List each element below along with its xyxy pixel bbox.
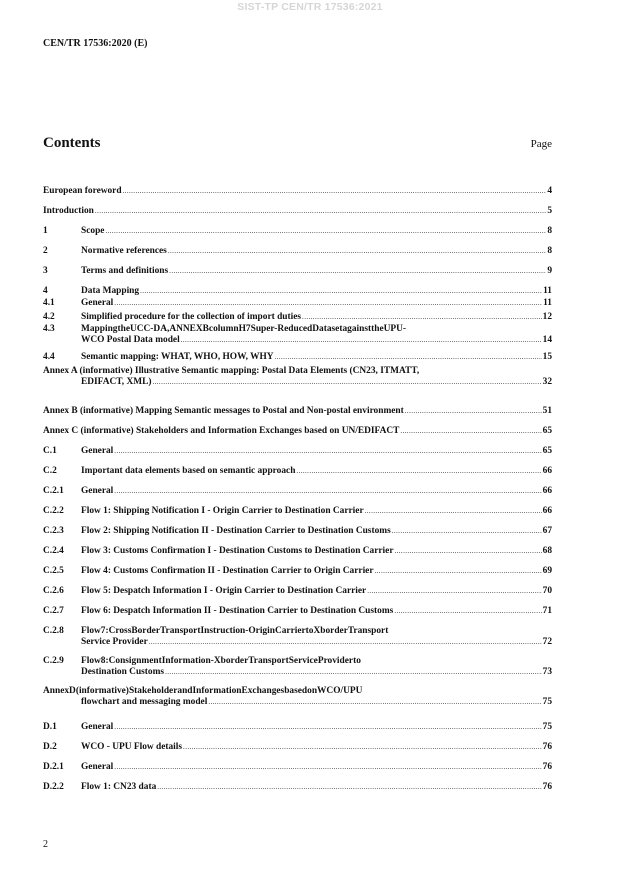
- toc-entry-title: General: [81, 762, 114, 772]
- toc-entry-title: Annex C (informative) Stakeholders and Information Exchanges based on UN/EDIFACT: [43, 426, 400, 436]
- dot-leader: [157, 782, 541, 793]
- toc-entry-number: 4.1: [43, 298, 55, 308]
- toc-entry-title: Important data elements based on semantic approach: [81, 466, 296, 476]
- toc-entry-title: Flow 5: Despatch Information I - Origin Carrier to Destination Carrier: [81, 586, 367, 596]
- toc-entry-title: EDIFACT, XML): [81, 377, 152, 387]
- dot-leader: [365, 506, 542, 517]
- toc-entry-title: flowchart and messaging model: [81, 697, 208, 707]
- toc-entry-number: C.2.2: [43, 506, 64, 516]
- toc-entry[interactable]: [43, 546, 552, 557]
- dot-leader: [152, 377, 541, 388]
- toc-entry-page: 69: [542, 566, 552, 576]
- toc-entry-page: 75: [542, 697, 552, 707]
- toc-entry[interactable]: [43, 486, 552, 497]
- dot-leader: [149, 637, 542, 648]
- toc-entry-title: General: [81, 486, 114, 496]
- dot-leader: [405, 406, 542, 417]
- toc-entry[interactable]: [43, 566, 552, 577]
- toc-entry-page: 66: [542, 506, 552, 516]
- toc-entry-page: 9: [547, 266, 552, 276]
- dot-leader: [183, 742, 542, 753]
- toc-entry-page: 15: [542, 352, 552, 362]
- toc-entry-title: Data Mapping: [81, 286, 140, 296]
- toc-entry-page: 76: [542, 742, 552, 752]
- dot-leader: [123, 186, 547, 197]
- toc-entry[interactable]: [43, 312, 552, 323]
- toc-entry[interactable]: [43, 742, 552, 753]
- toc-entry-page: 71: [542, 606, 552, 616]
- toc-entry[interactable]: [43, 782, 552, 793]
- dot-leader: [114, 298, 542, 309]
- toc-entry-page: 73: [542, 667, 552, 677]
- dot-leader: [296, 466, 541, 477]
- toc-entry-title: General: [81, 446, 114, 456]
- dot-leader: [114, 762, 541, 773]
- toc-entry-page: 51: [542, 406, 552, 416]
- toc-entry-title-line1: Flow7:CrossBorderTransportInstruction-OriginCarriertoXborderTransport: [81, 626, 389, 636]
- toc-entry-page: 4: [547, 186, 552, 196]
- toc-entry-title: Introduction: [43, 206, 94, 216]
- toc-entry[interactable]: [43, 324, 552, 346]
- toc-entry-number: 4.2: [43, 312, 55, 322]
- toc-entry-page: 11: [543, 286, 552, 296]
- toc-entry[interactable]: [43, 762, 552, 773]
- toc-entry-title: Flow 4: Customs Confirmation II - Destination Carrier to Origin Carrier: [81, 566, 374, 576]
- toc-entry-page: 8: [547, 246, 552, 256]
- dot-leader: [95, 206, 546, 217]
- dot-leader: [114, 446, 541, 457]
- toc-entry-page: 32: [542, 377, 552, 387]
- toc-entry-title: Flow 2: Shipping Notification II - Destination Carrier to Destination Customs: [81, 526, 391, 536]
- toc-entry[interactable]: [43, 606, 552, 617]
- toc-entry[interactable]: [43, 266, 552, 277]
- toc-entry[interactable]: [43, 426, 552, 437]
- toc-entry-page: 70: [542, 586, 552, 596]
- toc-entry-number: 3: [43, 266, 48, 276]
- toc-entry-title: Normative references: [81, 246, 167, 256]
- toc-entry[interactable]: [43, 186, 552, 197]
- toc-entry-number: C.2.8: [43, 626, 64, 636]
- toc-entry-page: 8: [547, 226, 552, 236]
- toc-entry-page: 67: [542, 526, 552, 536]
- toc-entry[interactable]: [43, 446, 552, 457]
- toc-entry-page: 76: [542, 782, 552, 792]
- toc-entry-number: C.2: [43, 466, 57, 476]
- toc-entry-page: 65: [542, 446, 552, 456]
- toc-entry-page: 12: [542, 312, 552, 322]
- toc-entry[interactable]: [43, 286, 552, 297]
- toc-entry[interactable]: [43, 246, 552, 257]
- toc-entry[interactable]: [43, 526, 552, 537]
- dot-leader: [114, 722, 541, 733]
- toc-entry-title-line1: Flow8:ConsignmentInformation-XborderTransportServiceProviderto: [81, 656, 361, 666]
- toc-entry-page: 66: [542, 486, 552, 496]
- toc-entry-title: Simplified procedure for the collection of import duties: [81, 312, 302, 322]
- toc-entry-title: Flow 3: Customs Confirmation I - Destination Customs to Destination Carrier: [81, 546, 394, 556]
- toc-entry-page: 66: [542, 466, 552, 476]
- toc-entry[interactable]: [43, 506, 552, 517]
- toc-entry-title: Terms and definitions: [81, 266, 169, 276]
- toc-entry-title: General: [81, 298, 114, 308]
- dot-leader: [140, 286, 542, 297]
- dot-leader: [208, 697, 541, 708]
- toc-entry-number: C.1: [43, 446, 57, 456]
- toc-entry[interactable]: [43, 406, 552, 417]
- dot-leader: [105, 226, 546, 237]
- dot-leader: [181, 335, 542, 346]
- toc-entry[interactable]: [43, 226, 552, 237]
- toc-entry[interactable]: [43, 366, 552, 388]
- toc-entry-number: C.2.3: [43, 526, 64, 536]
- standard-id: CEN/TR 17536:2020 (E): [43, 38, 148, 49]
- toc-entry-number: C.2.7: [43, 606, 64, 616]
- toc-entry-title-line1: MappingtheUCC-DA,ANNEXBcolumnH7Super-ReducedDatasetagainsttheUPU-: [81, 324, 407, 334]
- toc-entry-number: C.2.4: [43, 546, 64, 556]
- toc-entry-title: European foreword: [43, 186, 122, 196]
- toc-entry-title: Scope: [81, 226, 105, 236]
- toc-entry-title: Flow 1: CN23 data: [81, 782, 157, 792]
- toc-entry-number: 4.3: [43, 324, 55, 334]
- dot-leader: [114, 486, 541, 497]
- toc-entry[interactable]: [43, 656, 552, 678]
- toc-entry-number: D.1: [43, 722, 57, 732]
- toc-entry-title: Destination Customs: [81, 667, 165, 677]
- dot-leader: [375, 566, 542, 577]
- toc-entry-title: General: [81, 722, 114, 732]
- toc-entry-title: Flow 6: Despatch Information II - Destination Carrier to Destination Customs: [81, 606, 394, 616]
- toc-entry[interactable]: [43, 586, 552, 597]
- toc-entry[interactable]: [43, 626, 552, 648]
- toc-entry-page: 76: [542, 762, 552, 772]
- toc-entry-number: 1: [43, 226, 48, 236]
- toc-entry-number: C.2.6: [43, 586, 64, 596]
- toc-entry-number: D.2.2: [43, 782, 64, 792]
- toc-entry-page: 75: [542, 722, 552, 732]
- toc-entry-page: 5: [547, 206, 552, 216]
- toc-entry[interactable]: [43, 722, 552, 733]
- toc-entry-title: Semantic mapping: WHAT, WHO, HOW, WHY: [81, 352, 274, 362]
- toc-entry-title: WCO Postal Data model: [81, 335, 180, 345]
- toc-entry-page: 11: [543, 298, 552, 308]
- toc-entry-page: 14: [542, 335, 552, 345]
- page-number: 2: [43, 839, 48, 850]
- dot-leader: [168, 246, 547, 257]
- dot-leader: [165, 667, 542, 678]
- toc-entry-number: 4.4: [43, 352, 55, 362]
- toc-entry[interactable]: [43, 466, 552, 477]
- toc-entry-title: Service Provider: [81, 637, 148, 647]
- toc-entry-page: 72: [542, 637, 552, 647]
- toc-entry[interactable]: [43, 352, 552, 363]
- toc-entry-title-line1: AnnexD(informative)StakeholderandInformationExchangesbasedonWCO/UPU: [43, 686, 363, 696]
- toc-entry-number: 4: [43, 286, 48, 296]
- toc-entry-title: Flow 1: Shipping Notification I - Origin Carrier to Destination Carrier: [81, 506, 364, 516]
- toc-entry-title-line1: Annex A (informative) Illustrative Semantic mapping: Postal Data Elements (CN23, ITMATT,: [43, 366, 420, 376]
- toc-entry-number: C.2.1: [43, 486, 64, 496]
- dot-leader: [400, 426, 541, 437]
- dot-leader: [394, 606, 541, 617]
- dot-leader: [169, 266, 546, 277]
- toc-entry-page: 68: [542, 546, 552, 556]
- toc-entry-number: C.2.5: [43, 566, 64, 576]
- toc-entry-number: D.2: [43, 742, 57, 752]
- toc-entry[interactable]: [43, 206, 552, 217]
- toc-entry-page: 65: [542, 426, 552, 436]
- toc-entry-title: Annex B (informative) Mapping Semantic messages to Postal and Non-postal environment: [43, 406, 404, 416]
- page-column-label: Page: [530, 138, 552, 150]
- toc-entry-number: 2: [43, 246, 48, 256]
- watermark: SIST-TP CEN/TR 17536:2021: [237, 1, 383, 13]
- dot-leader: [302, 312, 542, 323]
- page-title: Contents: [43, 135, 101, 151]
- toc-entry[interactable]: [43, 298, 552, 309]
- dot-leader: [275, 352, 542, 363]
- dot-leader: [394, 546, 541, 557]
- toc-entry-number: D.2.1: [43, 762, 64, 772]
- toc-entry[interactable]: [43, 686, 552, 708]
- dot-leader: [392, 526, 542, 537]
- dot-leader: [367, 586, 541, 597]
- toc-entry-number: C.2.9: [43, 656, 64, 666]
- toc-entry-title: WCO - UPU Flow details: [81, 742, 183, 752]
